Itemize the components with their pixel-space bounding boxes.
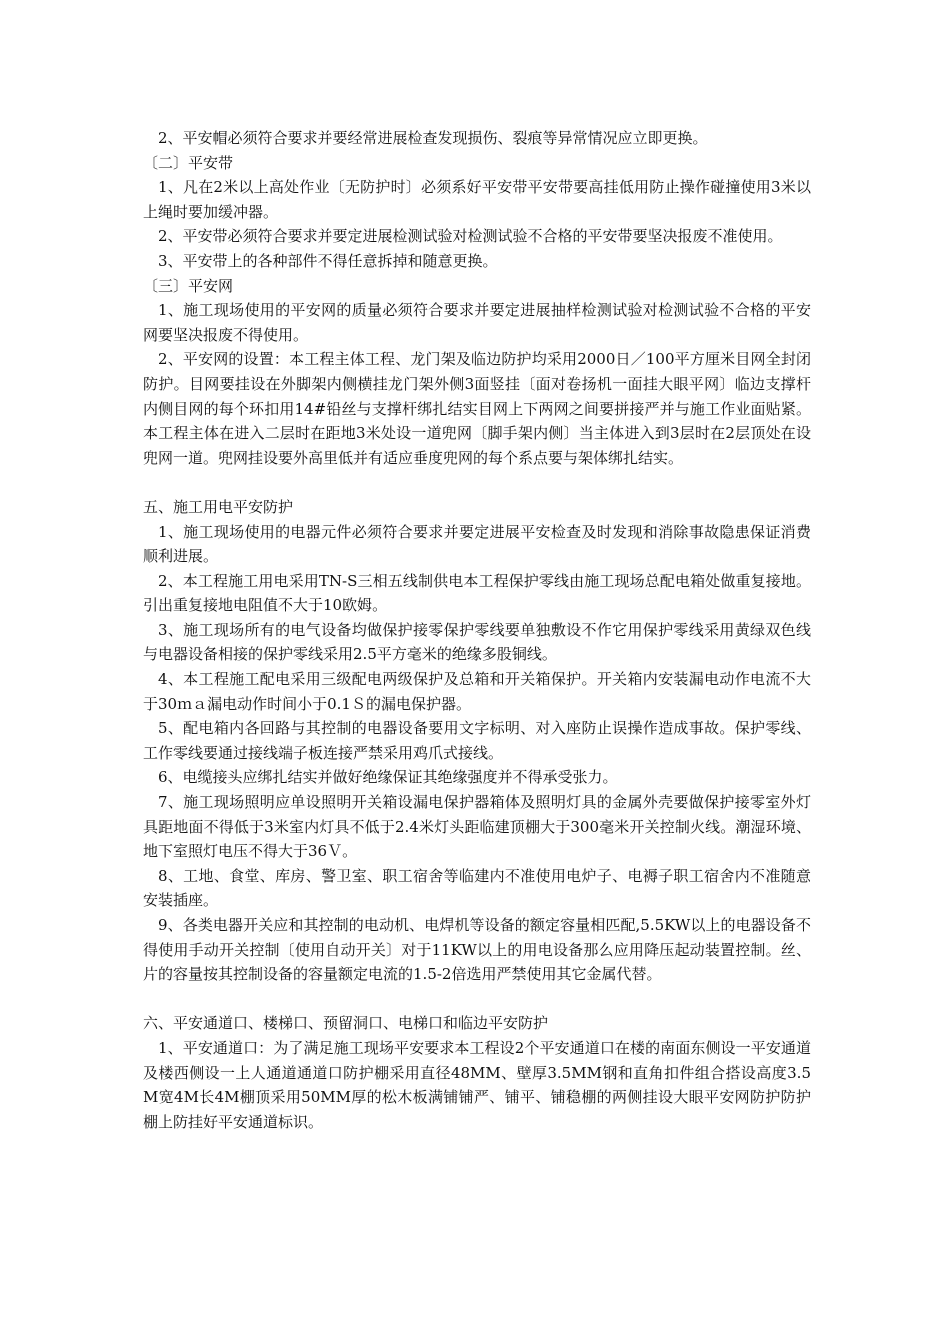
document-body <box>143 126 811 1134</box>
section-heading-safety-net: 〔三〕平安网 <box>143 276 234 295</box>
paragraph-belt-2: 2、平安带必须符合要求并要定进展检测试验对检测试验不合格的平安带要坚决报废不准使用。 <box>158 227 783 246</box>
paragraph-elec-4: 4、本工程施工配电采用三级配电两级保护及总箱和开关箱保护。开关箱内安装漏电动作电流不大于30ｍａ漏电动作时间小于0.1Ｓ的漏电保护器。 <box>143 670 811 713</box>
paragraph-belt-1: 1、凡在2米以上高处作业〔无防护时〕必须系好平安带平安带要高挂低用防止操作碰撞使用3米以上绳时要加缓冲器。 <box>143 178 811 221</box>
paragraph-helmet-2: 2、平安帽必须符合要求并要经常进展检查发现损伤、裂痕等异常情况应立即更换。 <box>158 129 708 147</box>
paragraph-elec-3: 3、施工现场所有的电气设备均做保护接零保护零线要单独敷设不作它用保护零线采用黄绿双色线与电器设备相接的保护零线采用2.5平方毫米的绝缘多股铜线。 <box>143 620 811 664</box>
paragraph-elec-5: 5、配电箱内各回路与其控制的电器设备要用文字标明、对入座防止误操作造成事故。保护零线、工作零线要通过接线端子板连接严禁采用鸡爪式接线。 <box>143 719 811 762</box>
section-heading-safety-belt: 〔二〕平安带 <box>143 153 234 172</box>
paragraph-elec-6: 6、电缆接头应绑扎结实并做好绝缘保证其绝缘强度并不得承受张力。 <box>158 768 618 787</box>
paragraph-elec-1: 1、施工现场使用的电器元件必须符合要求并要定进展平安检查及时发现和消除事故隐患保证消费顺利进展。 <box>143 522 811 566</box>
paragraph-passage-1: 1、平安通道口：为了满足施工现场平安要求本工程设2个平安通道口在楼的南面东侧设一平安通道及楼西侧设一上人通道通道口防护棚采用直径48MM、壁厚3.5MM钢和直角扣件组合搭设高度3.5M宽4M长4M棚顶采用50MM厚的松木板满铺铺严、铺平、铺稳棚的两侧挂设大眼平安网防护防护棚上防挂好平安通道标识。 <box>143 1038 811 1131</box>
paragraph-elec-8: 8、工地、食堂、库房、警卫室、职工宿舍等临建内不准使用电炉子、电褥子职工宿舍内不准随意安装插座。 <box>143 866 811 910</box>
chapter-heading-electrical: 五、施工用电平安防护 <box>143 497 294 516</box>
paragraph-elec-9: 9、各类电器开关应和其控制的电动机、电焊机等设备的额定容量相匹配,5.5KW以上的电器设备不得使用手动开关控制〔使用自动开关〕对于11KW以上的用电设备那么应用降压起动装置控制。丝、片的容量按其控制设备的容量额定电流的1.5-2倍选用严禁使用其它金属代替。 <box>143 916 811 984</box>
blank-line <box>143 987 811 1012</box>
paragraph-net-2: 2、平安网的设置：本工程主体工程、龙门架及临边防护均采用2000日／100平方厘米目网全封闭防护。目网要挂设在外脚架内侧横挂龙门架外侧3面竖挂〔面对卷扬机一面挂大眼平网〕临边支撑杆内侧目网的每个环扣用14#铅丝与支撑杆绑扎结实目网上下两网之间要拼接严并与施工作业面贴紧。本工程主体在进入二层时在距地3米处设一道兜网〔脚手架内侧〕当主体进入到3层时在2层顶处在设兜网一道。兜网挂设要外高里低并有适应垂度兜网的每个系点要与架体绑扎结实。 <box>143 350 811 467</box>
paragraph-elec-7: 7、施工现场照明应单设照明开关箱设漏电保护器箱体及照明灯具的金属外壳要做保护接零室外灯具距地面不得低于3米室内灯具不低于2.4米灯头距临建顶棚大于300毫米开关控制火线。潮湿环境、地下室照灯电压不得大于36Ｖ。 <box>143 793 811 861</box>
paragraph-belt-3: 3、平安带上的各种部件不得任意拆掉和随意更换。 <box>158 251 498 270</box>
blank-line <box>143 470 811 495</box>
chapter-heading-passages: 六、平安通道口、楼梯口、预留洞口、电梯口和临边平安防护 <box>143 1014 549 1033</box>
paragraph-net-1: 1、施工现场使用的平安网的质量必须符合要求并要定进展抽样检测试验对检测试验不合格的平安网要坚决报废不得使用。 <box>143 301 811 344</box>
paragraph-elec-2: 2、本工程施工用电采用TN-S三相五线制供电本工程保护零线由施工现场总配电箱处做重复接地。引出重复接地电阻值不大于10欧姆。 <box>143 571 811 615</box>
